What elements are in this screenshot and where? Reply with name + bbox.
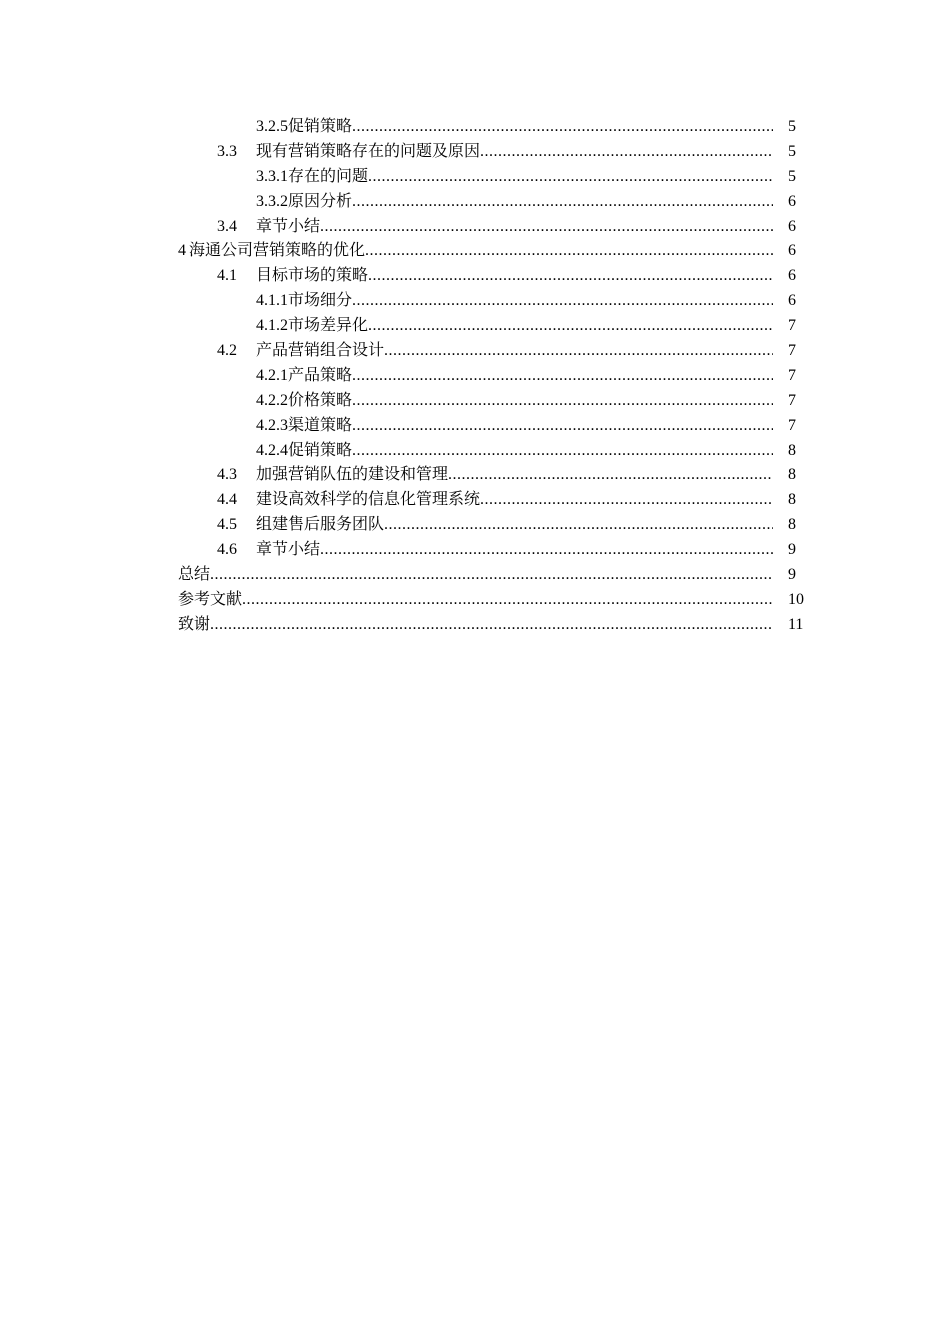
toc-entry-title: 参考文献 bbox=[178, 590, 243, 608]
toc-entry-leader bbox=[256, 314, 773, 339]
toc-dot-leader bbox=[368, 314, 773, 339]
toc-entry-title: 促销策略 bbox=[288, 441, 353, 459]
toc-entry-title: 海通公司营销策略的优化 bbox=[189, 242, 366, 260]
toc-entry-leader bbox=[178, 563, 773, 588]
toc-entry-number: 4.2.3 bbox=[256, 416, 288, 434]
toc-entry[interactable] bbox=[178, 215, 818, 240]
toc-entry[interactable] bbox=[178, 613, 818, 638]
toc-entry-page-number: 9 bbox=[788, 566, 796, 584]
toc-entry[interactable] bbox=[178, 239, 818, 264]
toc-entry-leader bbox=[256, 439, 773, 464]
toc-entry-page-number: 5 bbox=[788, 167, 796, 185]
toc-entry[interactable] bbox=[178, 538, 818, 563]
toc-entry-leader bbox=[256, 190, 773, 215]
toc-entry[interactable] bbox=[178, 165, 818, 190]
toc-entry-number: 4.6 bbox=[217, 541, 237, 559]
toc-entry[interactable] bbox=[178, 314, 818, 339]
toc-dot-leader bbox=[448, 463, 773, 488]
toc-entry-number: 4.1.2 bbox=[256, 317, 288, 335]
toc-entry[interactable] bbox=[178, 563, 818, 588]
toc-entry-page-number: 8 bbox=[788, 491, 796, 509]
toc-entry[interactable] bbox=[178, 115, 818, 140]
toc-entry-page-number: 6 bbox=[788, 267, 796, 285]
toc-entry-title: 章节小结 bbox=[256, 541, 321, 559]
toc-entry-leader bbox=[178, 239, 773, 264]
toc-entry-page-number: 8 bbox=[788, 466, 796, 484]
toc-dot-leader bbox=[352, 364, 773, 389]
toc-entry-title: 总结 bbox=[178, 566, 211, 584]
toc-entry-number: 4.5 bbox=[217, 516, 237, 534]
toc-entry[interactable] bbox=[178, 488, 818, 513]
toc-entry-leader bbox=[217, 463, 773, 488]
toc-entry[interactable] bbox=[178, 513, 818, 538]
toc-entry-leader bbox=[217, 264, 773, 289]
toc-dot-leader bbox=[368, 264, 773, 289]
toc-dot-leader bbox=[352, 439, 773, 464]
toc-entry-leader bbox=[256, 414, 773, 439]
toc-entry-page-number: 8 bbox=[788, 516, 796, 534]
toc-entry-page-number: 7 bbox=[788, 342, 796, 360]
toc-entry-leader bbox=[256, 289, 773, 314]
toc-entry-title: 致谢 bbox=[178, 615, 211, 633]
toc-entry-number: 3.3.2 bbox=[256, 192, 288, 210]
toc-entry-title: 原因分析 bbox=[288, 192, 353, 210]
toc-entry-leader bbox=[217, 538, 773, 563]
toc-dot-leader bbox=[352, 414, 773, 439]
toc-entry-title: 渠道策略 bbox=[288, 416, 353, 434]
toc-entry[interactable] bbox=[178, 264, 818, 289]
toc-entry-leader bbox=[217, 215, 773, 240]
toc-dot-leader bbox=[480, 140, 773, 165]
toc-dot-leader bbox=[242, 588, 773, 613]
toc-entry-title: 组建售后服务团队 bbox=[256, 516, 385, 534]
toc-dot-leader bbox=[320, 538, 773, 563]
toc-entry-leader bbox=[256, 364, 773, 389]
table-of-contents bbox=[178, 115, 818, 638]
toc-entry-leader bbox=[217, 488, 773, 513]
toc-entry-title: 促销策略 bbox=[288, 118, 353, 135]
toc-dot-leader bbox=[384, 339, 773, 364]
toc-entry[interactable] bbox=[178, 463, 818, 488]
toc-dot-leader bbox=[384, 513, 773, 538]
toc-entry-leader bbox=[256, 165, 773, 190]
toc-entry-title: 产品策略 bbox=[288, 366, 353, 384]
toc-entry-number: 3.2.5 bbox=[256, 118, 288, 135]
toc-entry-number: 4.2 bbox=[217, 342, 237, 360]
toc-entry-number: 4.1.1 bbox=[256, 292, 288, 310]
toc-entry-number: 3.3 bbox=[217, 142, 237, 160]
toc-entry-number: 4.2.4 bbox=[256, 441, 288, 459]
toc-entry-page-number: 5 bbox=[788, 142, 796, 160]
toc-entry-title: 加强营销队伍的建设和管理 bbox=[256, 466, 449, 484]
toc-entry-page-number: 8 bbox=[788, 441, 796, 459]
toc-entry-title: 目标市场的策略 bbox=[256, 267, 369, 285]
toc-entry-page-number: 6 bbox=[788, 217, 796, 235]
toc-entry-number: 3.3.1 bbox=[256, 167, 288, 185]
toc-dot-leader bbox=[210, 563, 773, 588]
toc-entry[interactable] bbox=[178, 389, 818, 414]
toc-entry[interactable] bbox=[178, 364, 818, 389]
toc-dot-leader bbox=[320, 215, 773, 240]
toc-entry-number: 4.3 bbox=[217, 466, 237, 484]
toc-entry-number: 4.4 bbox=[217, 491, 237, 509]
toc-dot-leader bbox=[368, 165, 773, 190]
toc-entry-title: 市场细分 bbox=[288, 292, 353, 310]
toc-entry-page-number: 7 bbox=[788, 366, 796, 384]
toc-entry-page-number: 7 bbox=[788, 317, 796, 335]
toc-entry[interactable] bbox=[178, 588, 818, 613]
toc-entry-page-number: 6 bbox=[788, 292, 796, 310]
toc-entry-page-number: 11 bbox=[788, 615, 804, 633]
toc-entry-page-number: 9 bbox=[788, 541, 796, 559]
toc-entry-number: 4 bbox=[178, 242, 186, 260]
toc-entry[interactable] bbox=[178, 439, 818, 464]
toc-dot-leader bbox=[210, 613, 773, 638]
toc-entry-page-number: 6 bbox=[788, 192, 796, 210]
toc-entry[interactable] bbox=[178, 339, 818, 364]
toc-dot-leader bbox=[352, 115, 773, 140]
toc-entry[interactable] bbox=[178, 140, 818, 165]
toc-dot-leader bbox=[352, 389, 773, 414]
toc-entry-leader bbox=[217, 513, 773, 538]
toc-entry-leader bbox=[217, 339, 773, 364]
toc-entry-page-number: 6 bbox=[788, 242, 796, 260]
toc-entry-leader bbox=[256, 389, 773, 414]
toc-entry[interactable] bbox=[178, 414, 818, 439]
toc-entry-title: 章节小结 bbox=[256, 217, 321, 235]
toc-dot-leader bbox=[365, 239, 773, 264]
toc-entry-leader bbox=[256, 115, 773, 140]
toc-dot-leader bbox=[352, 190, 773, 215]
toc-dot-leader bbox=[480, 488, 773, 513]
toc-entry-title: 产品营销组合设计 bbox=[256, 342, 385, 360]
toc-entry-title: 现有营销策略存在的问题及原因 bbox=[256, 142, 481, 160]
toc-entry-title: 建设高效科学的信息化管理系统 bbox=[256, 491, 481, 509]
toc-entry-title: 存在的问题 bbox=[288, 167, 369, 185]
toc-entry-title: 市场差异化 bbox=[288, 317, 369, 335]
toc-entry-leader bbox=[178, 613, 773, 638]
toc-entry-number: 4.1 bbox=[217, 267, 237, 285]
toc-entry-page-number: 5 bbox=[788, 118, 796, 135]
toc-entry-page-number: 7 bbox=[788, 391, 796, 409]
toc-entry-number: 3.4 bbox=[217, 217, 237, 235]
toc-entry-page-number: 7 bbox=[788, 416, 796, 434]
toc-entry-leader bbox=[178, 588, 773, 613]
toc-entry[interactable] bbox=[178, 289, 818, 314]
toc-entry[interactable] bbox=[178, 190, 818, 215]
toc-entry-title: 价格策略 bbox=[288, 391, 353, 409]
toc-entry-leader bbox=[217, 140, 773, 165]
toc-entry-number: 4.2.1 bbox=[256, 366, 288, 384]
toc-entry-page-number: 10 bbox=[788, 590, 804, 608]
toc-dot-leader bbox=[352, 289, 773, 314]
toc-entry-number: 4.2.2 bbox=[256, 391, 288, 409]
